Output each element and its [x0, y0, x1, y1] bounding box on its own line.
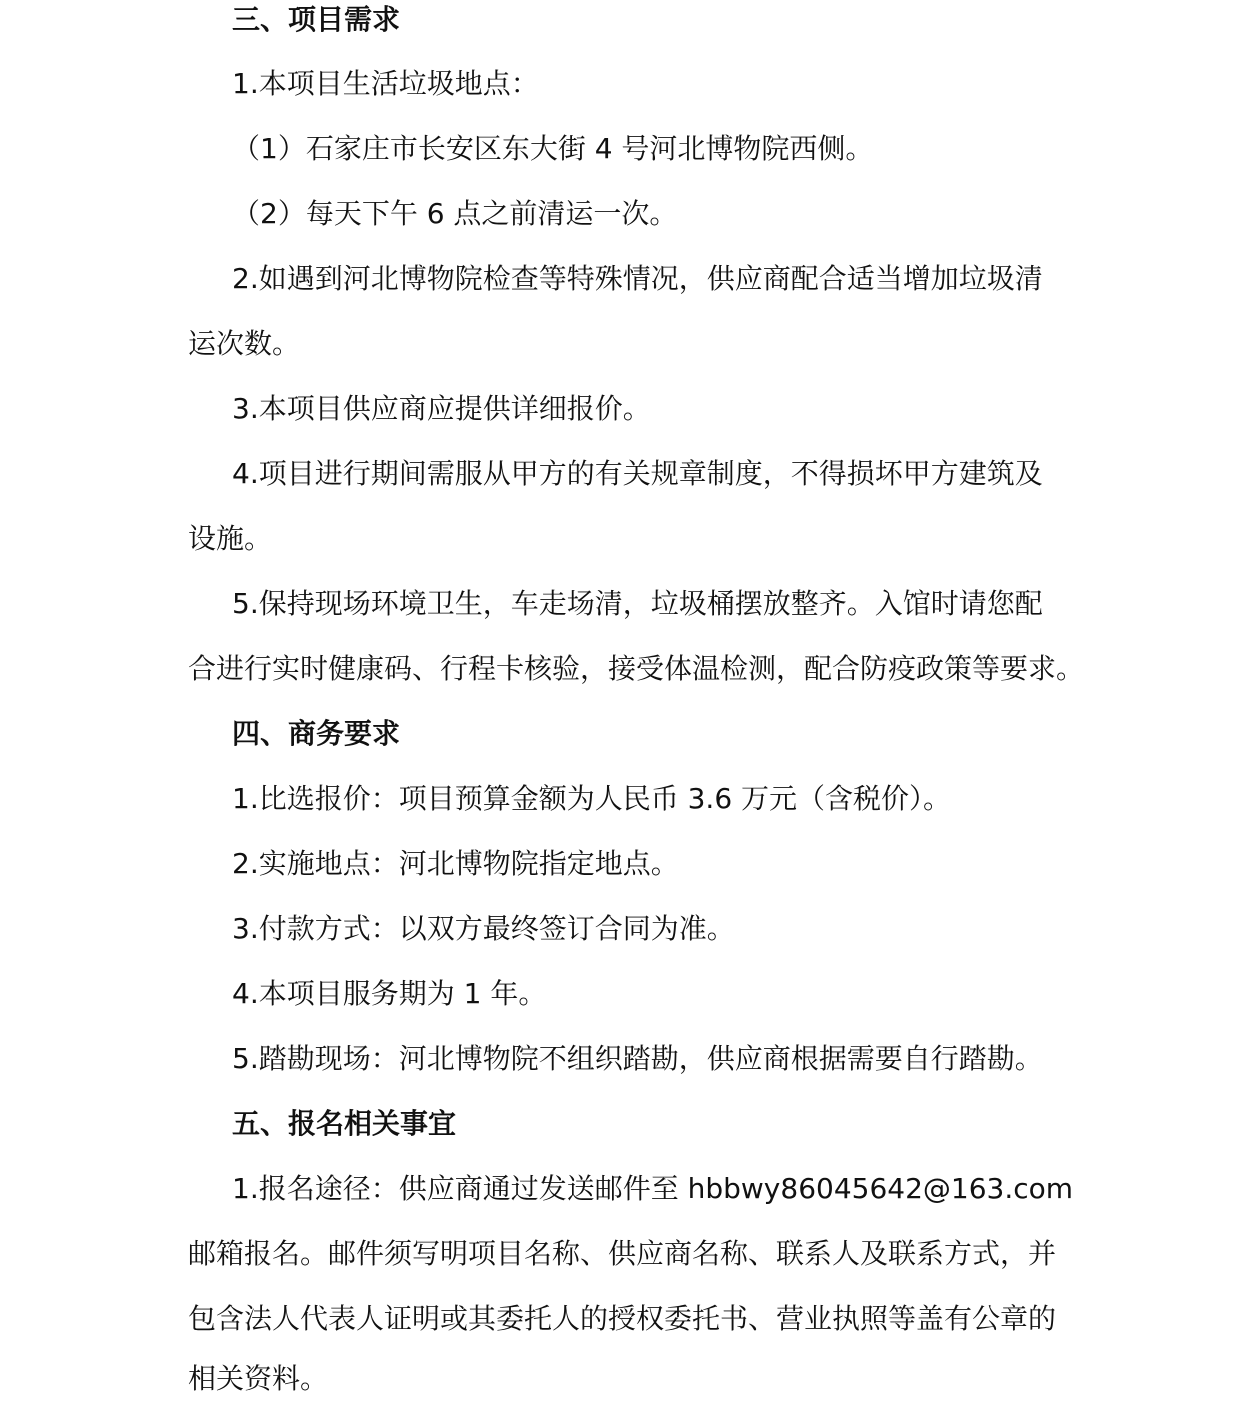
section-4-heading: 四、商务要求 [232, 717, 401, 750]
section-5-item-1-line-4: 相关资料。 [188, 1362, 329, 1395]
section-3-heading: 三、项目需求 [232, 3, 401, 36]
section-4-item-1: 1.比选报价：项目预算金额为人民币 3.6 万元（含税价）。 [232, 782, 952, 815]
section-5-item-1-line-3: 包含法人代表人证明或其委托人的授权委托书、营业执照等盖有公章的 [188, 1302, 1057, 1335]
section-5-item-1-line-2: 邮箱报名。邮件须写明项目名称、供应商名称、联系人及联系方式，并 [188, 1237, 1057, 1270]
section-3-item-5-line-2: 合进行实时健康码、行程卡核验，接受体温检测，配合防疫政策等要求。 [188, 652, 1085, 685]
section-5-item-1-line-1: 1.报名途径：供应商通过发送邮件至 hbbwy86045642@163.com [232, 1172, 1074, 1205]
section-3-item-2-line-2: 运次数。 [188, 327, 301, 360]
section-3-item-4-line-2: 设施。 [188, 522, 273, 555]
section-5-heading: 五、报名相关事宜 [232, 1107, 457, 1140]
section-3-item-5-line-1: 5.保持现场环境卫生，车走场清，垃圾桶摆放整齐。入馆时请您配 [232, 587, 1043, 620]
section-3-item-1: 1.本项目生活垃圾地点： [232, 67, 539, 100]
section-3-item-3: 3.本项目供应商应提供详细报价。 [232, 392, 651, 425]
section-3-item-4-line-1: 4.项目进行期间需服从甲方的有关规章制度，不得损坏甲方建筑及 [232, 457, 1043, 490]
section-4-item-3: 3.付款方式：以双方最终签订合同为准。 [232, 912, 735, 945]
section-4-item-4: 4.本项目服务期为 1 年。 [232, 977, 547, 1010]
section-3-item-1-sub-1: （1）石家庄市长安区东大街 4 号河北博物院西侧。 [232, 132, 874, 165]
section-3-item-1-sub-2: （2）每天下午 6 点之前清运一次。 [232, 197, 678, 230]
section-4-item-2: 2.实施地点：河北博物院指定地点。 [232, 847, 679, 880]
section-4-item-5: 5.踏勘现场：河北博物院不组织踏勘，供应商根据需要自行踏勘。 [232, 1042, 1043, 1075]
section-3-item-2-line-1: 2.如遇到河北博物院检查等特殊情况，供应商配合适当增加垃圾清 [232, 262, 1043, 295]
